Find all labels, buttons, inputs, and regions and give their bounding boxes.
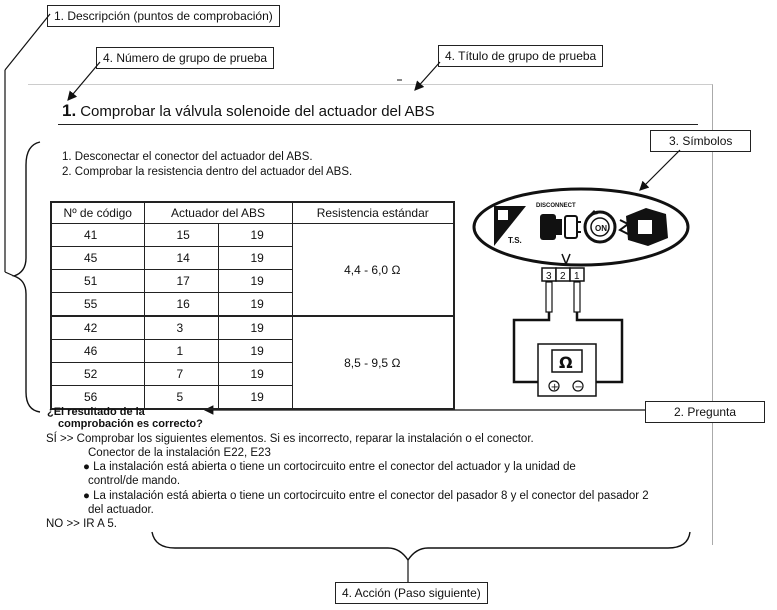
cell-pin-b: 19 bbox=[218, 340, 292, 363]
cell-code: 52 bbox=[51, 363, 144, 386]
question-line-2: comprobación es correcto? bbox=[58, 418, 203, 430]
disconnect-label: DISCONNECT bbox=[536, 203, 576, 209]
connector-pins bbox=[542, 268, 584, 282]
cell-code: 46 bbox=[51, 340, 144, 363]
cell-resistance-2: 8,5 - 9,5 Ω bbox=[292, 316, 454, 409]
callout-descripcion: 1. Descripción (puntos de comprobación) bbox=[47, 5, 280, 27]
cell-pin-b: 19 bbox=[218, 386, 292, 410]
cell-pin-b: 19 bbox=[218, 293, 292, 317]
header-resistencia: Resistencia estándar bbox=[292, 202, 454, 224]
resistance-table bbox=[50, 201, 455, 410]
cell-code: 56 bbox=[51, 386, 144, 410]
cell-resistance-1: 4,4 - 6,0 Ω bbox=[292, 224, 454, 317]
ts-label: T.S. bbox=[508, 236, 522, 245]
plus-terminal: + bbox=[550, 382, 559, 393]
cell-pin-b: 19 bbox=[218, 363, 292, 386]
cell-pin-b: 19 bbox=[218, 224, 292, 247]
cell-pin-a: 7 bbox=[144, 363, 218, 386]
probe-right bbox=[574, 282, 580, 312]
cell-code: 41 bbox=[51, 224, 144, 247]
callout-simbolos: 3. Símbolos bbox=[650, 130, 751, 152]
cell-pin-a: 17 bbox=[144, 270, 218, 293]
titulo-grupo-arrow bbox=[415, 62, 440, 90]
ohm-symbol: Ω bbox=[559, 353, 573, 372]
callout-numero-grupo: 4. Número de grupo de prueba bbox=[96, 47, 274, 69]
probe-left bbox=[546, 282, 552, 312]
cell-pin-a: 16 bbox=[144, 293, 218, 317]
cell-pin-b: 19 bbox=[218, 247, 292, 270]
callout-titulo-grupo: 4. Título de grupo de prueba bbox=[438, 45, 603, 67]
numero-grupo-arrow bbox=[68, 62, 100, 100]
bottom-brace bbox=[152, 532, 690, 560]
cell-code: 45 bbox=[51, 247, 144, 270]
answer-bullet-2a: ● La instalación está abierta o tiene un cortocircuito entre el conector del pasador 8 y el conector del pasador 2 bbox=[83, 490, 649, 502]
answer-bullet-1a: ● La instalación está abierta o tiene un cortocircuito entre el conector del actuador y la unidad de bbox=[83, 461, 576, 473]
cell-pin-b: 19 bbox=[218, 270, 292, 293]
pin-3: 3 bbox=[546, 271, 552, 282]
ignition-label: ON bbox=[595, 224, 607, 233]
cell-pin-a: 5 bbox=[144, 386, 218, 410]
minus-terminal: − bbox=[574, 382, 583, 393]
ignition-icon bbox=[585, 210, 615, 242]
instruction-2: 2. Comprobar la resistencia dentro del actuador del ABS. bbox=[62, 166, 353, 178]
step-number: 1. bbox=[62, 101, 77, 120]
pin-2: 2 bbox=[560, 271, 566, 282]
answer-yes: SÍ >> Comprobar los siguientes elementos. Si es incorrecto, reparar la instalación o el conector. bbox=[46, 433, 534, 445]
cell-pin-a: 14 bbox=[144, 247, 218, 270]
callout-accion: 4. Acción (Paso siguiente) bbox=[335, 582, 488, 604]
answer-bullet-2b: del actuador. bbox=[88, 504, 154, 516]
table-row bbox=[51, 224, 454, 247]
ohmmeter bbox=[538, 344, 596, 396]
cell-code: 55 bbox=[51, 293, 144, 317]
step-title bbox=[62, 101, 435, 121]
cell-pin-a: 1 bbox=[144, 340, 218, 363]
answer-bullet-1b: control/de mando. bbox=[88, 475, 181, 487]
table-row bbox=[51, 316, 454, 340]
cell-code: 42 bbox=[51, 316, 144, 340]
step-title-text: Comprobar la válvula solenoide del actuador del ABS bbox=[80, 103, 435, 120]
header-codigo: Nº de código bbox=[51, 202, 144, 224]
cell-pin-a: 3 bbox=[144, 316, 218, 340]
cell-pin-b: 19 bbox=[218, 316, 292, 340]
cell-pin-a: 15 bbox=[144, 224, 218, 247]
ts-icon bbox=[494, 206, 526, 246]
question-line-1: ¿El resultado de la bbox=[47, 406, 145, 418]
callout-pregunta: 2. Pregunta bbox=[645, 401, 765, 423]
descripcion-leader bbox=[5, 14, 50, 70]
pin-1: 1 bbox=[574, 271, 580, 282]
symbols-diagram bbox=[470, 186, 695, 402]
answer-yes-connector: Conector de la instalación E22, E23 bbox=[88, 447, 271, 459]
disconnect-icon bbox=[536, 203, 581, 240]
table-header-row bbox=[51, 202, 454, 224]
answer-no: NO >> IR A 5. bbox=[46, 518, 117, 530]
header-actuador: Actuador del ABS bbox=[144, 202, 292, 224]
cell-code: 51 bbox=[51, 270, 144, 293]
left-brace bbox=[14, 142, 40, 412]
instruction-1: 1. Desconectar el conector del actuador del ABS. bbox=[62, 151, 313, 163]
simbolos-arrow bbox=[640, 150, 680, 190]
title-rule bbox=[58, 124, 698, 125]
